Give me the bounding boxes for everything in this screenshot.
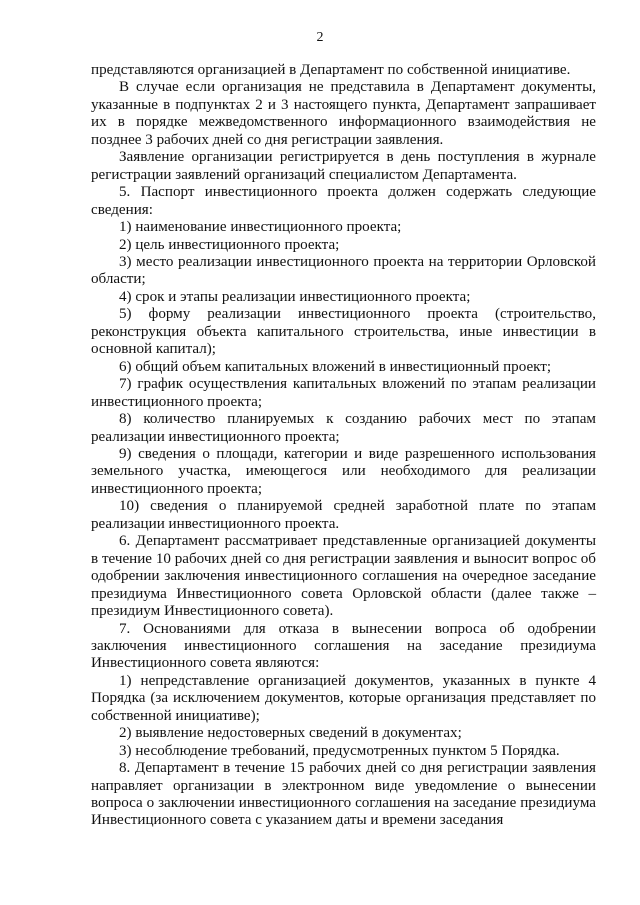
- paragraph: 7. Основаниями для отказа в вынесении вопроса об одобрении заключения инвестиционного соглашения на заседание президиума Инвестиционного совета являются:: [91, 620, 596, 672]
- page-number: 2: [316, 30, 324, 45]
- list-item: 6) общий объем капитальных вложений в инвестиционный проект;: [119, 358, 552, 375]
- list-item: 10) сведения о планируемой средней заработной плате по этапам реализации инвестиционного проекта.: [91, 498, 596, 532]
- paragraph: представляются организацией в Департамент по собственной инициативе.: [91, 62, 571, 78]
- list-item: 4) срок и этапы реализации инвестиционного проекта;: [119, 288, 471, 305]
- paragraph: 8. Департамент в течение 15 рабочих дней со дня регистрации заявления направляет организации в электронном виде уведомление о вынесении вопроса о заключении инвестиционного соглашения на заседание президиума Инвестиционного совета с указанием даты и времени заседания: [91, 760, 596, 829]
- list-item: 7) график осуществления капитальных вложений по этапам реализации инвестиционного проекта;: [91, 376, 596, 410]
- paragraph: 5. Паспорт инвестиционного проекта должен содержать следующие сведения:: [91, 184, 596, 218]
- list-item: 3) место реализации инвестиционного проекта на территории Орловской области;: [91, 253, 596, 288]
- paragraph: 6. Департамент рассматривает представленные организацией документы в течение 10 рабочих дней со дня регистрации заявления и выносит вопрос об одобрении заключения инвестиционного соглашения на очередное заседание президиума Инвестиционного совета Орловской области (далее также – президиум Инвестиционного совета).: [91, 533, 596, 620]
- list-item: 5) форму реализации инвестиционного проекта (строительство, реконструкция объекта капитального строительства, иные инвестиции в основной капитал);: [91, 306, 596, 358]
- list-item: 1) наименование инвестиционного проекта;: [119, 219, 402, 236]
- list-item: 3) несоблюдение требований, предусмотренных пунктом 5 Порядка.: [119, 742, 560, 759]
- list-item: 1) непредставление организацией документов, указанных в пункте 4 Порядка (за исключением документов, которые организация представляет по собственной инициативе);: [91, 672, 596, 724]
- paragraph: В случае если организация не представила в Департамент документы, указанные в подпунктах 2 и 3 настоящего пункта, Департамент запрашивает их в порядке межведомственного информационного взаимодействия не позднее 3 рабочих дней со дня регистрации заявления.: [91, 79, 596, 148]
- paragraph: Заявление организации регистрируется в день поступления в журнале регистрации заявлений организаций специалистом Департамента.: [91, 149, 596, 183]
- list-item: 2) цель инвестиционного проекта;: [119, 236, 340, 253]
- list-item: 9) сведения о площади, категории и виде разрешенного использования земельного участка, имеющегося или необходимого для реализации инвестиционного проекта;: [91, 445, 596, 497]
- document-body: [91, 62, 596, 830]
- list-item: 2) выявление недостоверных сведений в документах;: [119, 725, 462, 742]
- list-item: 8) количество планируемых к созданию рабочих мест по этапам реализации инвестиционного проекта;: [91, 411, 596, 445]
